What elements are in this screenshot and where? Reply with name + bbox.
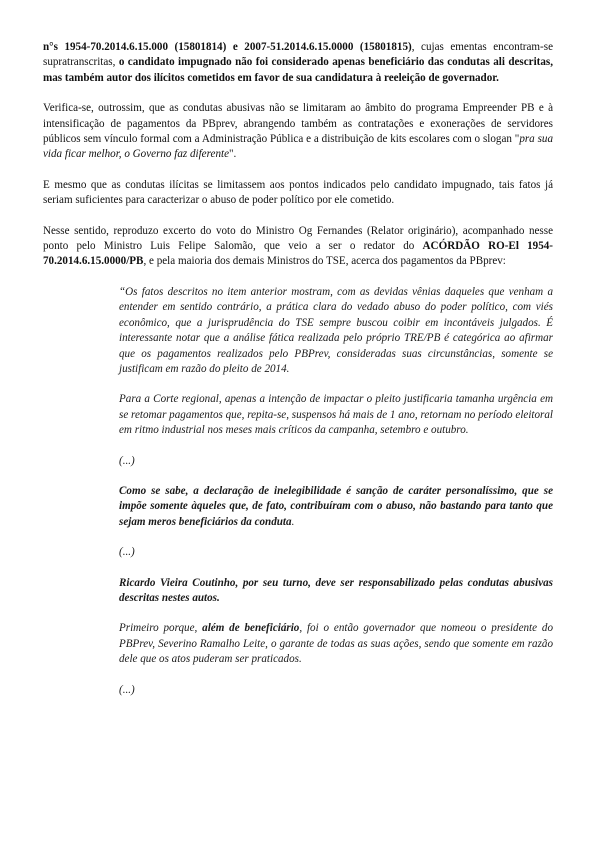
quote-paragraph-5-start: Primeiro porque, bbox=[119, 622, 203, 635]
quote-paragraph-5-end: , foi o então governador que nomeou o presidente do PBPrev, Severino Ramalho Leite, o garante de todas as suas ações, sendo que somente em razão dele que os atos puderam ser praticados. bbox=[119, 622, 554, 666]
quote-ellipsis-1: (...) bbox=[119, 454, 135, 467]
quote-paragraph-1: “Os fatos descritos no item anterior mostram, com as devidas vênias daqueles que venham a entender em sentido contrário, a prática clara do vedado abuso do poder político, com viés econômico, que a jurisprudência do TSE sempre buscou coibir em incontáveis julgados. É interessante notar que a análise fática realizada pelo próprio TRE/PB é categórica ao afirmar que os pagamentos realizados pelo PBPrev, consideradas suas circunstâncias, somente se justificam em razão do pleito de 2014. bbox=[119, 285, 553, 375]
document-page bbox=[43, 40, 553, 713]
quote-ellipsis-3: (...) bbox=[119, 683, 135, 696]
quote-paragraph-2: Para a Corte regional, apenas a intenção de impactar o pleito justificaria tamanha urgência em se retomar pagamentos que, repita-se, suspensos há mais de 1 ano, retornam no período eleitoral em ritmo industrial nos meses mais críticos da campanha, setembro e outubro. bbox=[119, 393, 553, 437]
slogan: pra sua vida ficar melhor, o Governo faz diferente bbox=[43, 133, 553, 161]
quote-paragraph-3-end: . bbox=[291, 515, 295, 528]
quote-paragraph-3-bold: Como se sabe, a declaração de inelegibilidade é sanção de caráter personalíssimo, que se impõe somente àqueles que, de fato, contribuíram com o abuso, não bastando para tanto que sejam meros beneficiários da conduta bbox=[119, 484, 553, 528]
quote-paragraph-4-bold: Ricardo Vieira Coutinho, por seu turno, deve ser responsabilizado pelas condutas abusivas descritas nestes autos. bbox=[119, 576, 553, 604]
quote-paragraph-3 bbox=[119, 484, 553, 530]
acordao-reference: ACÓRDÃO RO-El 1954-70.2014.6.15.0000/PB bbox=[43, 240, 554, 268]
process-numbers: n°s 1954-70.2014.6.15.000 (15801814) e 2007-51.2014.6.15.0000 (15801815) bbox=[43, 41, 412, 53]
paragraph-2-end: ". bbox=[229, 148, 237, 161]
paragraph-4 bbox=[43, 224, 553, 270]
paragraph-4-end: , e pela maioria dos demais Ministros do TSE, acerca dos pagamentos da PBprev: bbox=[143, 255, 506, 268]
paragraph-1-emphasis: o candidato impugnado não foi considerado apenas beneficiário das condutas ali descritas, mas também autor dos ilícitos cometidos em favor de sua candidatura à reeleição de governador. bbox=[43, 56, 553, 84]
block-quote bbox=[119, 285, 553, 698]
paragraph-2-text: Verifica-se, outrossim, que as condutas abusivas não se limitaram ao âmbito do programa Empreender PB e à intensificação de pagamentos da PBprev, abrangendo também as contratações e exonerações de servidores públicos sem vínculo formal com a Administração Pública e a distribuição de kits escolares com o slogan " bbox=[43, 102, 553, 146]
paragraph-1 bbox=[43, 40, 553, 86]
paragraph-2 bbox=[43, 101, 553, 163]
quote-paragraph-5 bbox=[119, 621, 553, 667]
paragraph-4-text: Nesse sentido, reproduzo excerto do voto do Ministro Og Fernandes (Relator originário), acompanhado nesse ponto pelo Ministro Luis Felipe Salomão, que veio a ser o redator do bbox=[43, 224, 553, 253]
quote-ellipsis-2: (...) bbox=[119, 546, 135, 559]
quote-paragraph-5-bold: além de beneficiário bbox=[202, 622, 300, 635]
paragraph-3: E mesmo que as condutas ilícitas se limitassem aos pontos indicados pelo candidato impugnado, tais fatos já seriam suficientes para caracterizar o abuso de poder político por ele cometido. bbox=[43, 178, 553, 207]
quote-paragraph-4 bbox=[119, 576, 553, 607]
paragraph-1-text: , cujas ementas encontram-se supratranscritas, bbox=[43, 41, 553, 69]
